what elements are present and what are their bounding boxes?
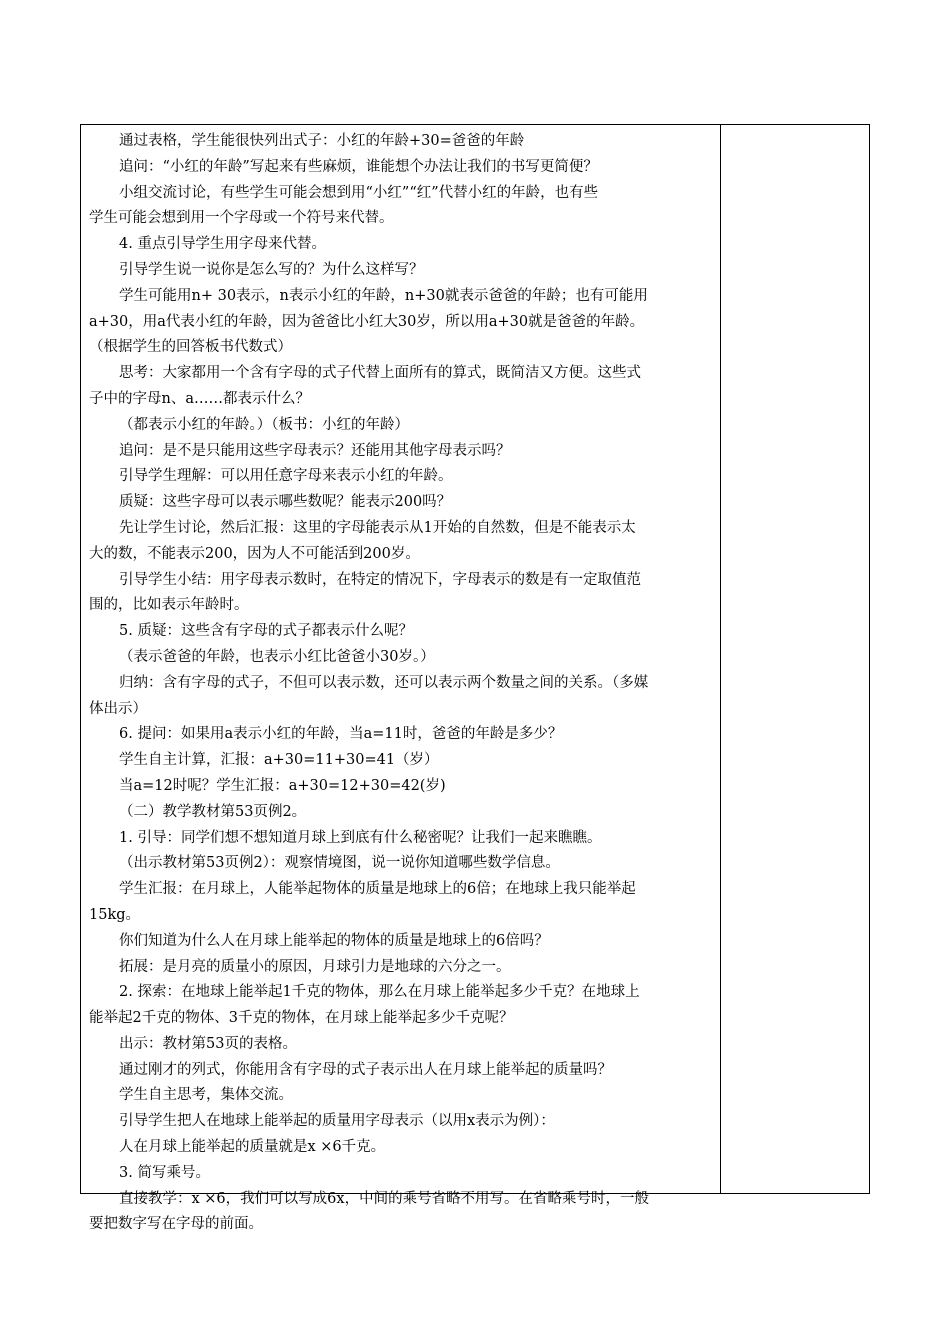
text-line: a+30，用a代表小红的年龄，因为爸爸比小红大30岁，所以用a+30就是爸爸的年龄。 bbox=[89, 313, 645, 330]
text-line: 追问：“小红的年龄”写起来有些麻烦，谁能想个办法让我们的书写更简便？ bbox=[119, 158, 598, 175]
text-line: 当a=12时呢？学生汇报：a+30=12+30=42(岁) bbox=[119, 777, 446, 794]
lesson-table bbox=[80, 124, 870, 1233]
text-line: 引导学生说一说你是怎么写的？为什么这样写？ bbox=[119, 261, 424, 278]
text-line: 小组交流讨论，有些学生可能会想到用“小红”“红”代替小红的年龄，也有些 bbox=[119, 184, 599, 201]
text-line: 先让学生讨论，然后汇报：这里的字母能表示从1开始的自然数，但是不能表示太 bbox=[119, 519, 636, 536]
text-line: （都表示小红的年龄。）（板书：小红的年龄） bbox=[119, 416, 409, 433]
text-line: 5. 质疑：这些含有字母的式子都表示什么呢？ bbox=[119, 623, 413, 640]
text-line: 大的数，不能表示200，因为人不可能活到200岁。 bbox=[89, 545, 420, 562]
text-line: 质疑：这些字母可以表示哪些数呢？能表示200吗？ bbox=[119, 494, 452, 511]
notes-cell bbox=[721, 125, 869, 1193]
text-line: （出示教材第53页例2）：观察情境图，说一说你知道哪些数学信息。 bbox=[119, 855, 560, 872]
text-line: 归纳：含有字母的式子，不但可以表示数，还可以表示两个数量之间的关系。（多媒 bbox=[119, 674, 649, 691]
text-line: 你们知道为什么人在月球上能举起的物体的质量是地球上的6倍吗？ bbox=[119, 932, 549, 949]
text-line: 直接教学：x ×6，我们可以写成6x，中间的乘号省略不用写。在省略乘号时，一般 bbox=[119, 1190, 650, 1207]
text-line: 学生自主思考，集体交流。 bbox=[119, 1087, 293, 1104]
text-line: 出示：教材第53页的表格。 bbox=[119, 1035, 297, 1052]
text-line: （表示爸爸的年龄，也表示小红比爸爸小30岁。） bbox=[119, 648, 435, 665]
text-line: 通过刚才的列式，你能用含有字母的式子表示出人在月球上能举起的质量吗？ bbox=[119, 1061, 612, 1078]
text-line: 拓展：是月亮的质量小的原因，月球引力是地球的六分之一。 bbox=[119, 958, 511, 975]
text-line: 2. 探索：在地球上能举起1千克的物体，那么在月球上能举起多少千克？在地球上 bbox=[119, 984, 640, 1001]
text-line: 人在月球上能举起的质量就是x ×6千克。 bbox=[119, 1139, 386, 1156]
text-line: 思考：大家都用一个含有字母的式子代替上面所有的算式，既简洁又方便。这些式 bbox=[119, 365, 641, 382]
text-line: 围的，比如表示年龄时。 bbox=[89, 597, 249, 614]
text-line: 引导学生理解：可以用任意字母来表示小红的年龄。 bbox=[119, 468, 453, 485]
text-line: 追问：是不是只能用这些字母表示？还能用其他字母表示吗？ bbox=[119, 442, 511, 459]
text-line: （二）教学教材第53页例2。 bbox=[119, 803, 307, 820]
text-line: 引导学生小结：用字母表示数时，在特定的情况下，字母表示的数是有一定取值范 bbox=[119, 571, 641, 588]
text-line: 4. 重点引导学生用字母来代替。 bbox=[119, 236, 326, 253]
text-line: 3. 简写乘号。 bbox=[119, 1164, 210, 1181]
text-line: 学生可能用n+ 30表示，n表示小红的年龄，n+30就表示爸爸的年龄；也有可能用 bbox=[119, 287, 648, 304]
text-line: 1. 引导：同学们想不想知道月球上到底有什么秘密呢？让我们一起来瞧瞧。 bbox=[119, 829, 602, 846]
text-line: 体出示） bbox=[89, 700, 147, 717]
text-line: 学生可能会想到用一个字母或一个符号来代替。 bbox=[89, 210, 394, 227]
text-line: 15kg。 bbox=[89, 906, 141, 923]
lesson-content-cell bbox=[81, 125, 721, 1233]
text-line: 能举起2千克的物体、3千克的物体，在月球上能举起多少千克呢？ bbox=[89, 1010, 514, 1027]
text-line: 6. 提问：如果用a表示小红的年龄，当a=11时，爸爸的年龄是多少？ bbox=[119, 726, 563, 743]
text-line: 要把数字写在字母的前面。 bbox=[89, 1216, 263, 1233]
text-line: 引导学生把人在地球上能举起的质量用字母表示（以用x表示为例）： bbox=[119, 1113, 555, 1130]
text-line: （根据学生的回答板书代数式） bbox=[89, 339, 292, 356]
text-line: 子中的字母n、a……都表示什么？ bbox=[89, 390, 310, 407]
text-line: 学生自主计算，汇报：a+30=11+30=41（岁） bbox=[119, 752, 439, 769]
text-line: 通过表格，学生能很快列出式子：小红的年龄+30=爸爸的年龄 bbox=[119, 133, 525, 149]
text-line: 学生汇报：在月球上，人能举起物体的质量是地球上的6倍；在地球上我只能举起 bbox=[119, 881, 636, 898]
